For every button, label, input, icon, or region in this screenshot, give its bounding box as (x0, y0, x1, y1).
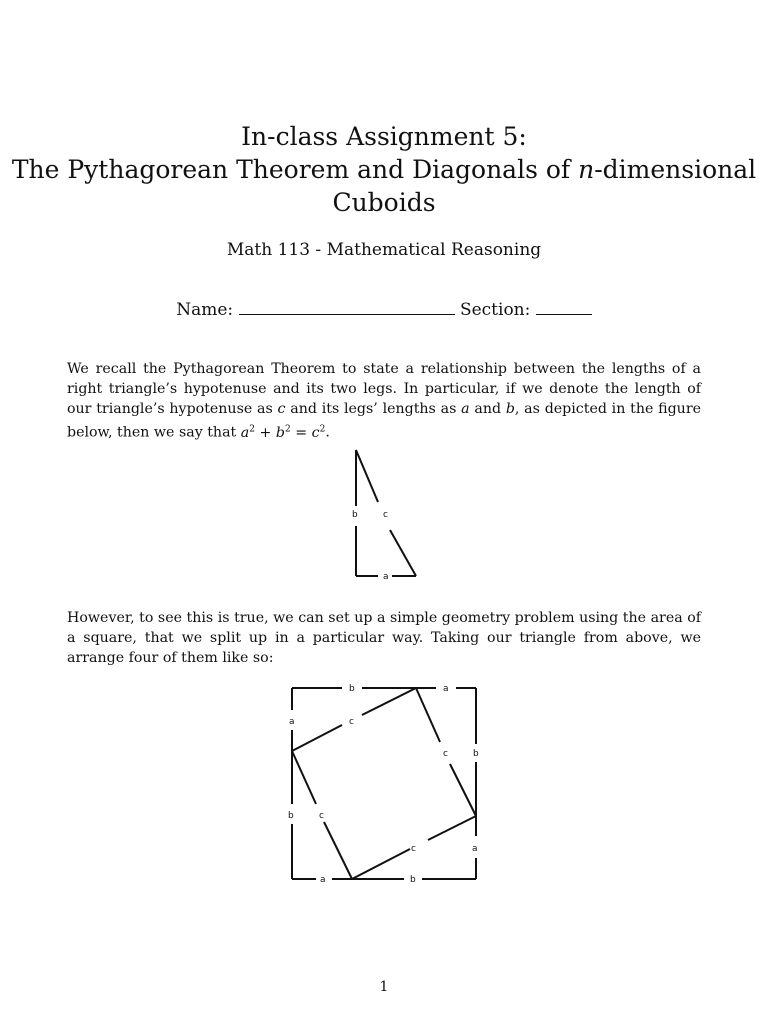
inner-edge-right-a (416, 688, 440, 742)
eq-exp-b: 2 (284, 424, 291, 434)
label-inner-c-top: c (349, 717, 354, 727)
page-title (0, 120, 768, 219)
label-bottom-b: b (410, 875, 416, 885)
intro-paragraph (67, 359, 701, 443)
triangle-label-a: a (383, 572, 389, 582)
title-line-3: Cuboids (332, 188, 436, 217)
title-line-2 (0, 153, 768, 186)
label-bottom-a: a (320, 875, 326, 885)
para1-period: . (325, 424, 330, 441)
section-blank[interactable] (536, 298, 592, 315)
triangle-hypotenuse-lower (390, 530, 416, 576)
triangle-label-c: c (383, 510, 388, 520)
title-line-2-text: The Pythagorean Theorem and Diagonals of (11, 155, 579, 184)
inner-edge-bottom-b (352, 849, 410, 879)
name-section-line (0, 298, 768, 320)
eq-exp-a: 2 (249, 424, 255, 434)
para1-text-3: and (469, 401, 506, 417)
inner-edge-bottom-a (428, 816, 476, 840)
triangle-hypotenuse-upper (356, 450, 378, 502)
name-label: Name: (176, 300, 234, 320)
square-arrangement-figure (280, 676, 490, 896)
outer-square (292, 688, 476, 879)
inner-tilted-square (292, 688, 476, 879)
eq-a: a (240, 424, 250, 441)
label-right-c: c (443, 749, 448, 759)
eq-plus: + (254, 424, 276, 441)
label-inner-c-bottom: c (411, 844, 416, 854)
right-triangle-figure (340, 444, 430, 584)
label-left-c: c (319, 811, 324, 821)
para1-text-2: and its legs’ lengths as (285, 401, 462, 417)
label-right-a: a (472, 844, 478, 854)
course-subtitle: Math 113 - Mathematical Reasoning (226, 240, 542, 260)
title-line-2-suffix: -dimensional (594, 155, 757, 184)
label-top-b: b (349, 684, 355, 694)
label-top-a: a (443, 684, 449, 694)
para1-var-b: b (505, 401, 515, 417)
para1-var-c: c (277, 401, 286, 417)
title-line-1: In-class Assignment 5: (241, 122, 527, 151)
inner-edge-top-b (362, 688, 416, 715)
para1-text-1: We recall the Pythagorean Theorem to state a relationship between the lengths of a right triangle’s hypotenuse and its two legs. In particular, if we denote the length of our triangle’s hypotenuse as (67, 361, 701, 417)
title-variable-n: n (578, 155, 595, 184)
section-label: Section: (459, 300, 531, 320)
eq-equals: = (290, 424, 312, 441)
page-number: 1 (379, 979, 389, 995)
eq-c: c (311, 424, 320, 441)
inner-edge-right-b (450, 764, 476, 816)
proof-paragraph: However, to see this is true, we can set up a simple geometry problem using the area of a square, that we split up in a particular way. Taking our triangle from above, we arrange four of them like so: (67, 610, 701, 666)
name-blank[interactable] (239, 298, 455, 315)
label-left-a: a (289, 717, 295, 727)
label-right-b: b (473, 749, 479, 759)
para1-var-a: a (461, 401, 470, 417)
eq-exp-c: 2 (319, 424, 326, 434)
triangle-label-b: b (352, 510, 358, 520)
inner-edge-top-a (292, 725, 342, 751)
para1-text-4: , as depicted in the figure below, then we say that (67, 401, 701, 441)
inner-edge-left-a (324, 822, 352, 879)
pythagorean-equation (241, 425, 326, 441)
label-left-b: b (288, 811, 294, 821)
inner-edge-left-b (292, 751, 316, 804)
eq-b: b (275, 424, 285, 441)
